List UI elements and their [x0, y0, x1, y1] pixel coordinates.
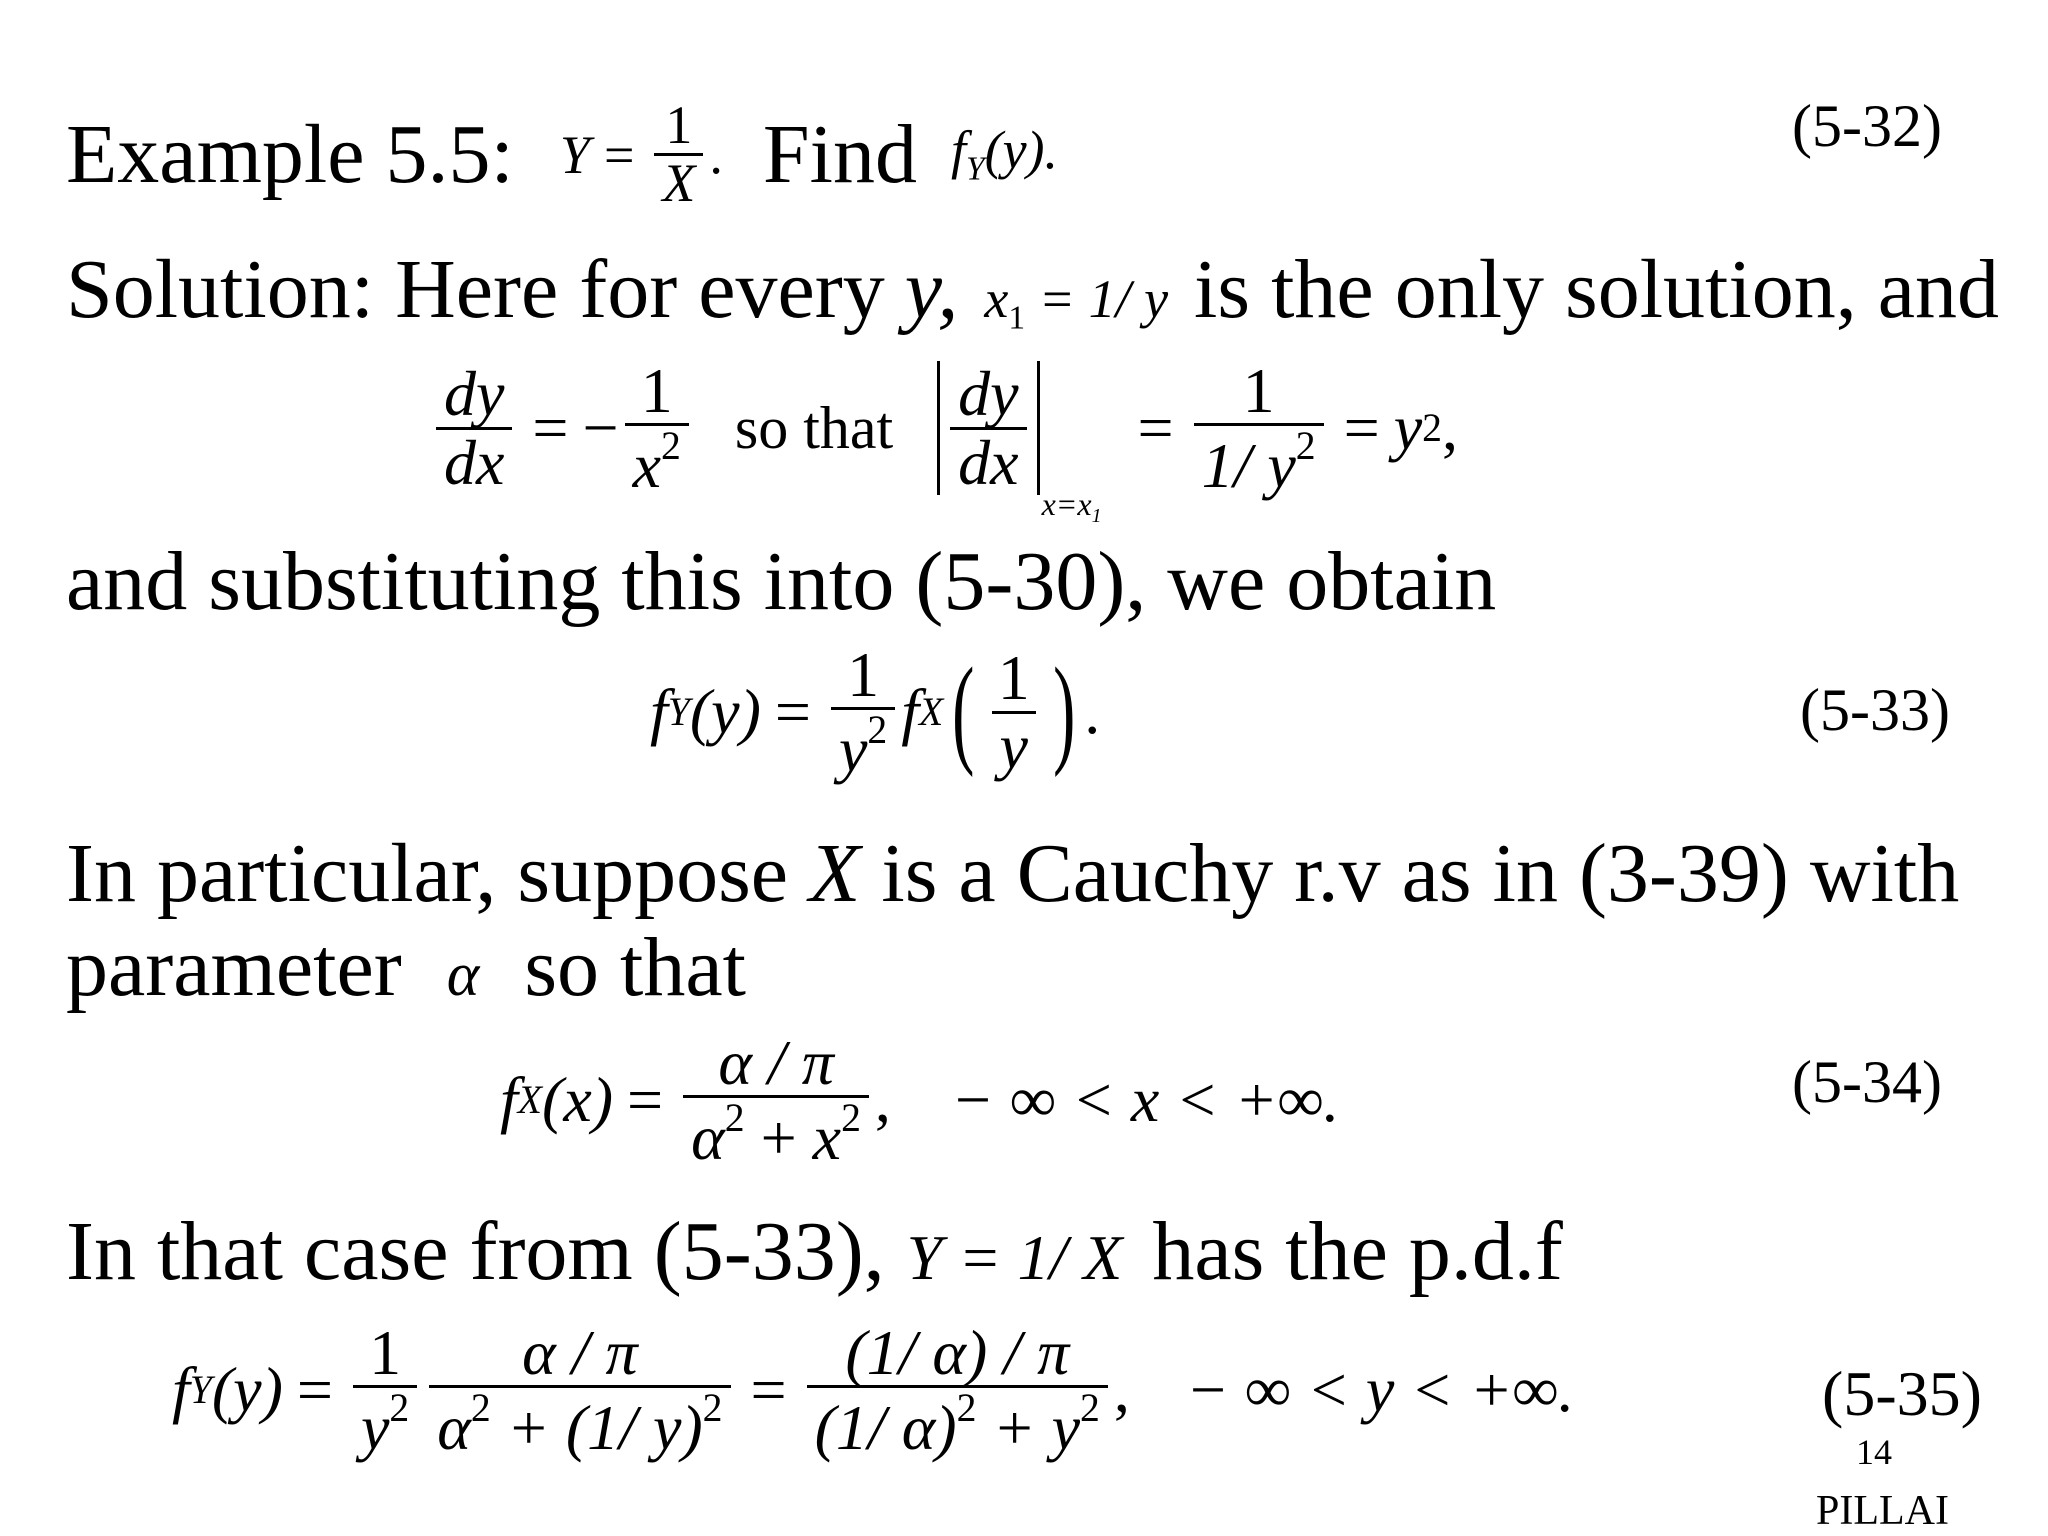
find-target: $f_Y(y)$.	[950, 119, 1059, 188]
equation-number-5-35: (5-35)	[1822, 1358, 1982, 1429]
so-that-text: so that	[734, 394, 894, 461]
particular-line-2: parameter α so that	[66, 921, 746, 1014]
find-label: Find	[762, 107, 917, 201]
example-label: Example 5.5:	[66, 107, 514, 201]
derivative-equation: $\frac{dy}{dx}$ = − $\frac{1}{x^2}$ so that $\frac{dy}{dx}$ $x=x_1$ = $\frac{1}{1/ y^2}$ = y 2 ,	[430, 358, 1458, 498]
equation-number-5-33: (5-33)	[1800, 677, 1950, 743]
absolute-value: $\frac{dy}{dx}$	[937, 361, 1039, 495]
particular-line-1: In particular, suppose X is a Cauchy r.v as in (3-39) with	[66, 827, 1960, 920]
author-label: PILLAI	[1816, 1488, 1949, 1534]
equation-number-5-34: (5-34)	[1792, 1049, 1942, 1115]
equation-5-35: f Y (y) = $\frac{1}{y^2}$ $\frac{\alpha / \pi}{\alpha^2 + (1/ y)^2}$ = $\frac{(1/ \alpha) / \pi}{(1/ \alpha)^2 + y^2}$ , − ∞ < y < +∞.	[172, 1317, 1575, 1464]
equation-number-5-32: (5-32)	[1792, 93, 1942, 159]
solution-inline-eq: $x_1 = 1/$ y	[984, 269, 1169, 337]
page-number: 14	[1856, 1432, 1892, 1472]
example-equation: Y = $\frac{1}{X}$ .	[559, 95, 723, 214]
equation-5-34: f X (x) = $\frac{\alpha / \pi}{\alpha^2 + x^2}$ , − ∞ < x < +∞.	[500, 1027, 1340, 1174]
substitute-text: and substituting this into (5-30), we obtain	[66, 535, 1497, 628]
example-heading	[66, 95, 1059, 214]
that-case-text: In that case from (5-33), Y = 1/ X has the p.d.f	[66, 1205, 1563, 1298]
equation-5-33: f Y (y) = $\frac{1}{y^2}$ f X ( $\frac{1}{y}$ ) .	[650, 639, 1101, 786]
solution-text: Solution: Here for every y, $x_1 = 1/$ y is the only solution, and	[66, 243, 2000, 337]
